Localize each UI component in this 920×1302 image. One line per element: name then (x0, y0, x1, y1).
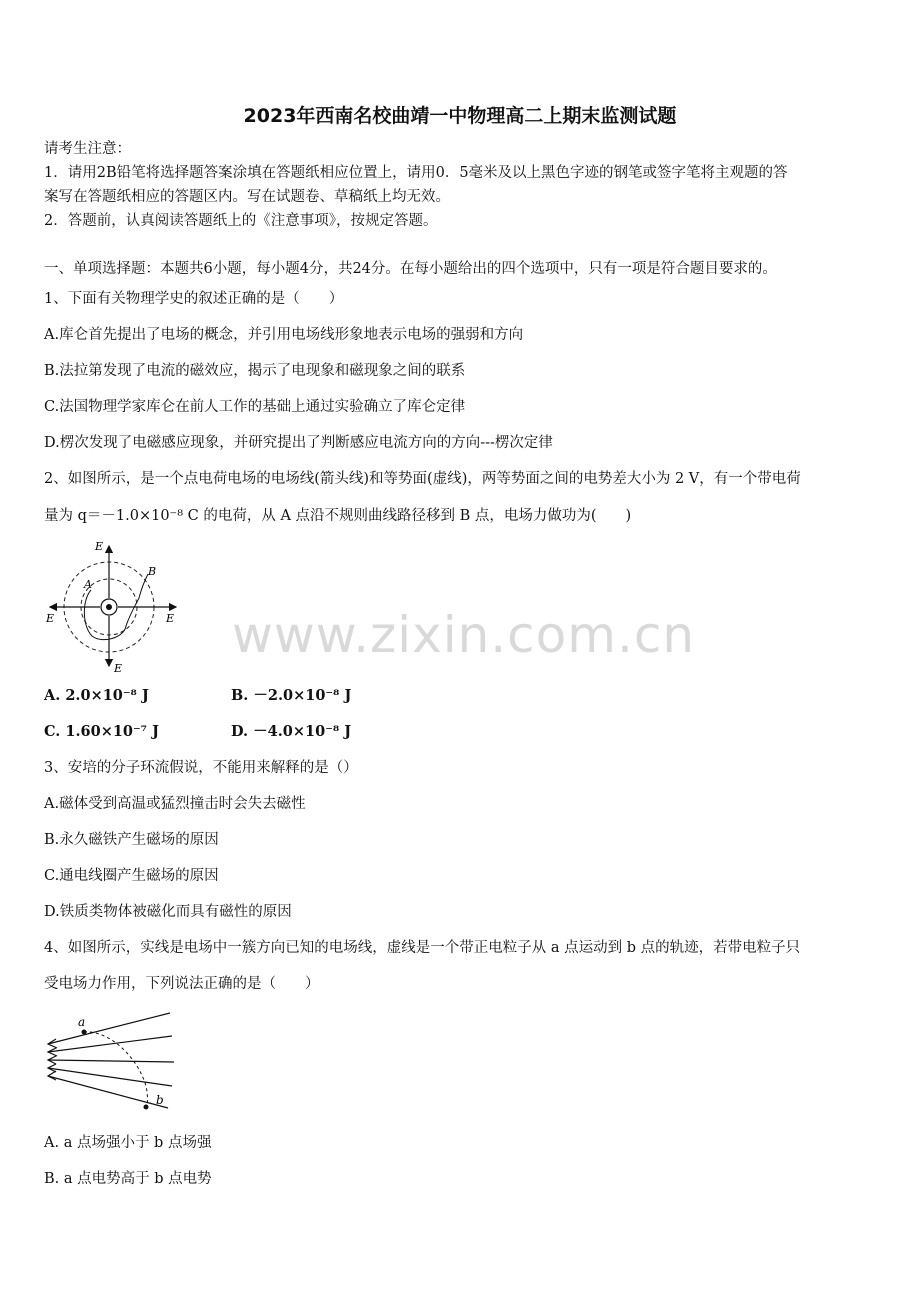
notice-item-1: 1．请用2B铅笔将选择题答案涂填在答题纸相应位置上，请用0．5毫米及以上黑色字迹的钢笔或签字笔将主观题的答 (44, 165, 788, 181)
figure-label-point-b: b (156, 1093, 164, 1107)
question-2-option-d: D. －4.0×10⁻⁸ J (231, 723, 352, 740)
figure-label-e-bottom: E (114, 662, 123, 674)
question-1-option-c: C.法国物理学家库仑在前人工作的基础上通过实验确立了库仑定律 (44, 399, 466, 415)
figure-label-e-top: E (95, 540, 104, 553)
notice-item-2: 2．答题前，认真阅读答题纸上的《注意事项》，按规定答题。 (44, 213, 438, 229)
question-3-option-d: D.铁质类物体被磁化而具有磁性的原因 (44, 904, 292, 920)
question-4-stem: 4、如图所示，实线是电场中一簇方向已知的电场线，虚线是一个带正电粒子从 a 点运动到 b 点的轨迹，若带电粒子只 (44, 940, 801, 956)
figure-label-e-right: E (166, 612, 175, 625)
question-1-option-d: D.楞次发现了电磁感应现象，并研究提出了判断感应电流方向的方向---楞次定律 (44, 435, 553, 451)
question-1-stem: 1、下面有关物理学史的叙述正确的是（ ） (44, 291, 344, 307)
question-2-figure (44, 538, 184, 674)
question-4-option-a: A. a 点场强小于 b 点场强 (44, 1135, 212, 1151)
question-2-stem-cont: 量为 q＝－1.0×10⁻⁸ C 的电荷，从 A 点沿不规则曲线路径移到 B 点，电场力做功为( ) (44, 508, 632, 524)
question-3-stem: 3、安培的分子环流假说，不能用来解释的是（） (44, 760, 358, 776)
notice-heading: 请考生注意： (44, 141, 131, 157)
figure-label-e-left: E (46, 612, 55, 625)
figure-label-a: A (84, 578, 92, 591)
watermark: www.zixin.com.cn (232, 606, 696, 664)
figure-label-b: B (148, 565, 157, 578)
question-2-option-a: A. 2.0×10⁻⁸ J (44, 687, 149, 704)
section-heading: 一、单项选择题：本题共6小题，每小题4分，共24分。在每小题给出的四个选项中，只有一项是符合题目要求的。 (44, 261, 777, 277)
page-title: 2023年西南名校曲靖一中物理高二上期末监测试题 (243, 105, 677, 127)
question-4-figure (40, 1008, 180, 1120)
question-1-option-a: A.库仑首先提出了电场的概念，并引用电场线形象地表示电场的强弱和方向 (44, 327, 524, 343)
question-2-option-c: C. 1.60×10⁻⁷ J (44, 723, 159, 740)
question-2-stem: 2、如图所示，是一个点电荷电场的电场线(箭头线)和等势面(虚线)，两等势面之间的电势差大小为 2 V，有一个带电荷 (44, 471, 801, 487)
notice-item-1-cont: 案写在答题纸相应的答题区内。写在试题卷、草稿纸上均无效。 (44, 189, 450, 205)
question-1-option-b: B.法拉第发现了电流的磁效应，揭示了电现象和磁现象之间的联系 (44, 363, 466, 379)
question-3-option-b: B.永久磁铁产生磁场的原因 (44, 832, 219, 848)
question-4-option-b: B. a 点电势高于 b 点电势 (44, 1171, 212, 1187)
question-4-stem-cont: 受电场力作用，下列说法正确的是（ ） (44, 976, 320, 992)
question-2-option-b: B. －2.0×10⁻⁸ J (231, 687, 352, 704)
question-3-option-c: C.通电线圈产生磁场的原因 (44, 868, 219, 884)
question-3-option-a: A.磁体受到高温或猛烈撞击时会失去磁性 (44, 796, 306, 812)
figure-label-point-a: a (78, 1015, 86, 1029)
